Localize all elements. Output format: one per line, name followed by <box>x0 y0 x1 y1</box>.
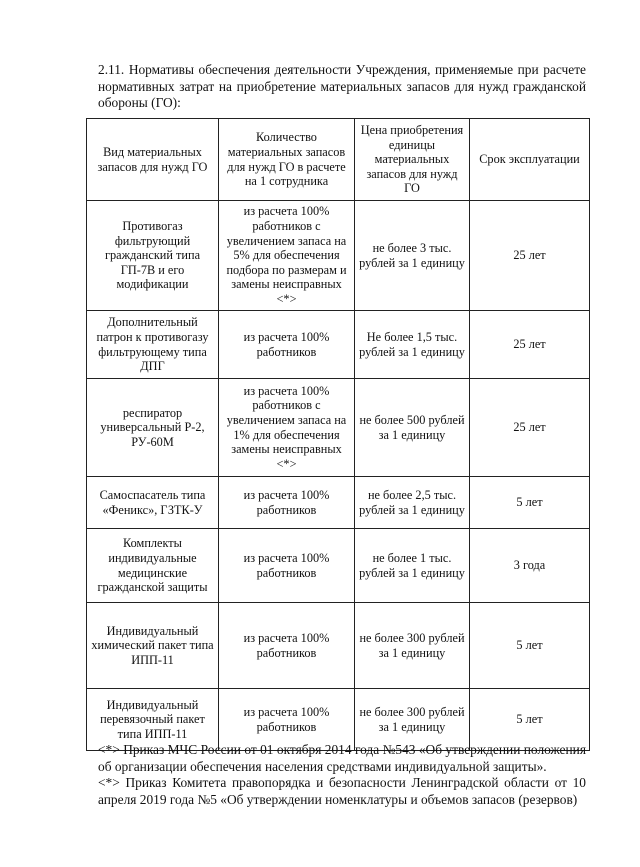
norms-table <box>86 118 590 751</box>
cell-material-type: Индивидуальный химический пакет типа ИПП-11 <box>87 603 219 689</box>
cell-quantity: из расчета 100% работников <box>219 689 355 751</box>
cell-service-life: 5 лет <box>470 689 590 751</box>
cell-material-type: Противогаз фильтрующий гражданский типа ГП-7В и его модификации <box>87 201 219 311</box>
footnote-1: <*> Приказ МЧС России от 01 октября 2014 года №543 «Об утверждении положения об организации обеспечения населения средствами индивидуальной защиты». <box>98 742 586 774</box>
cell-service-life: 3 года <box>470 529 590 603</box>
table-row <box>87 603 590 689</box>
cell-price: не более 300 рублей за 1 единицу <box>355 689 470 751</box>
cell-service-life: 25 лет <box>470 201 590 311</box>
cell-quantity: из расчета 100% работников <box>219 603 355 689</box>
cell-material-type: Самоспасатель типа «Феникс», ГЗТК-У <box>87 477 219 529</box>
cell-service-life: 25 лет <box>470 311 590 379</box>
cell-quantity: из расчета 100% работников <box>219 529 355 603</box>
table-header-row <box>87 119 590 201</box>
table-row <box>87 311 590 379</box>
cell-service-life: 5 лет <box>470 603 590 689</box>
footnote-2: <*> Приказ Комитета правопорядка и безопасности Ленинградской области от 10 апреля 2019 года №5 «Об утверждении номенклатуры и объемов запасов (резервов) <box>98 775 586 807</box>
cell-material-type: Комплекты индивидуальные медицинские гражданской защиты <box>87 529 219 603</box>
cell-material-type: респиратор универсальный Р-2, РУ-60М <box>87 379 219 477</box>
table-row <box>87 529 590 603</box>
cell-price: Не более 1,5 тыс. рублей за 1 единицу <box>355 311 470 379</box>
header-service-life: Срок эксплуатации <box>470 119 590 201</box>
cell-price: не более 500 рублей за 1 единицу <box>355 379 470 477</box>
header-quantity: Количество материальных запасов для нужд ГО в расчете на 1 сотрудника <box>219 119 355 201</box>
cell-price: не более 300 рублей за 1 единицу <box>355 603 470 689</box>
cell-material-type: Дополнительный патрон к противогазу фильтрующему типа ДПГ <box>87 311 219 379</box>
cell-price: не более 3 тыс. рублей за 1 единицу <box>355 201 470 311</box>
cell-price: не более 1 тыс. рублей за 1 единицу <box>355 529 470 603</box>
cell-material-type: Индивидуальный перевязочный пакет типа ИПП-11 <box>87 689 219 751</box>
table-row <box>87 379 590 477</box>
header-material-type: Вид материальных запасов для нужд ГО <box>87 119 219 201</box>
header-price: Цена приобретения единицы материальных запасов для нужд ГО <box>355 119 470 201</box>
table-row <box>87 477 590 529</box>
cell-price: не более 2,5 тыс. рублей за 1 единицу <box>355 477 470 529</box>
section-heading: 2.11. Нормативы обеспечения деятельности Учреждения, применяемые при расчете нормативных затрат на приобретение материальных запасов для нужд гражданской обороны (ГО): <box>98 62 586 110</box>
cell-quantity: из расчета 100% работников с увеличением запаса на 1% для обеспечения замены неисправных <*> <box>219 379 355 477</box>
cell-service-life: 25 лет <box>470 379 590 477</box>
table-row <box>87 201 590 311</box>
cell-quantity: из расчета 100% работников с увеличением запаса на 5% для обеспечения подбора по размерам и замены неисправных <*> <box>219 201 355 311</box>
cell-service-life: 5 лет <box>470 477 590 529</box>
footnotes <box>98 742 586 808</box>
cell-quantity: из расчета 100% работников <box>219 311 355 379</box>
cell-quantity: из расчета 100% работников <box>219 477 355 529</box>
